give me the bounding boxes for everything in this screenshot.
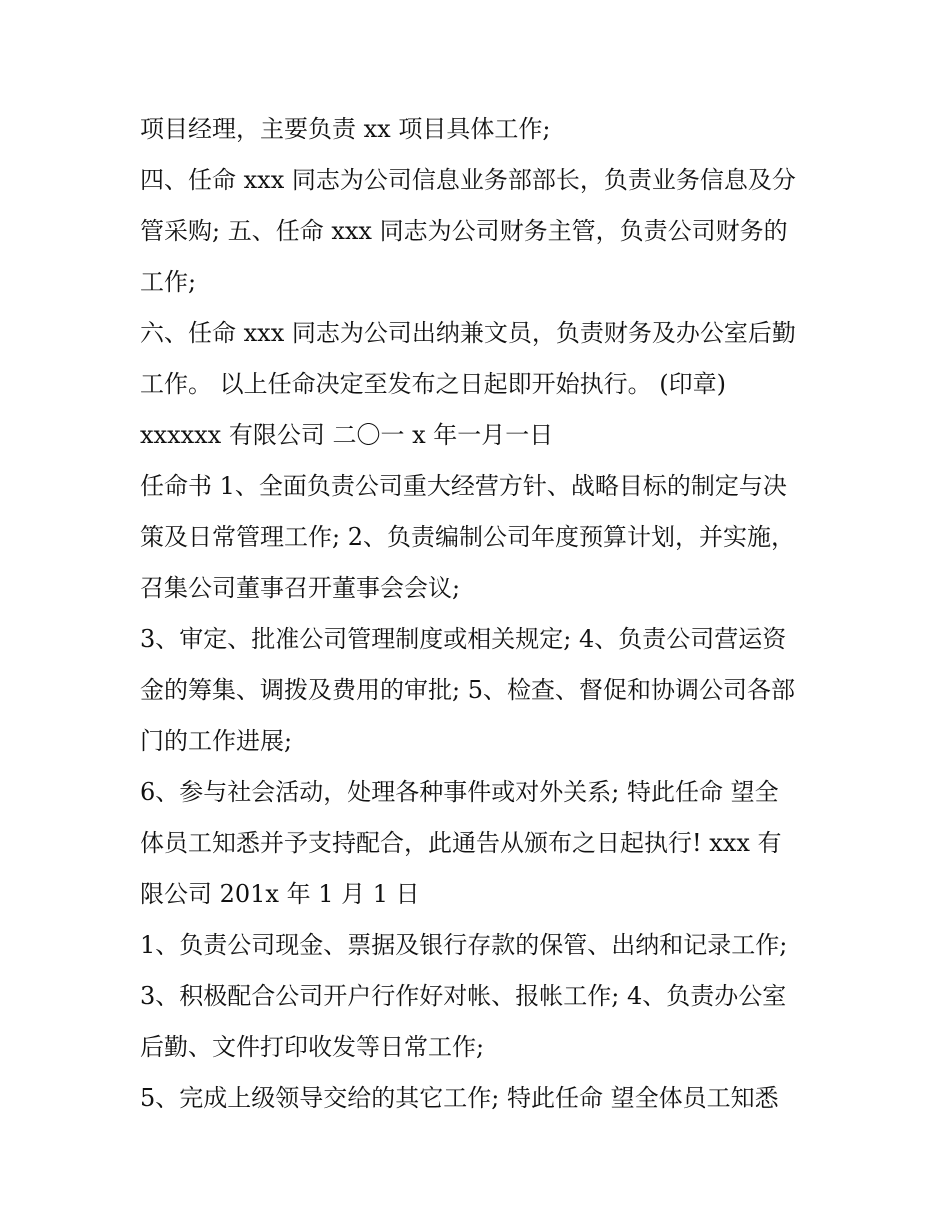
text-line: 后勤、文件打印收发等日常工作; <box>140 1033 485 1061</box>
text-line: 工作。 以上任命决定至发布之日起即开始执行。 (印章) <box>140 370 726 398</box>
text-line: 六、任命 xxx 同志为公司出纳兼文员，负责财务及办公室后勤 <box>140 319 796 347</box>
text-line: 策及日常管理工作; 2、负责编制公司年度预算计划，并实施， <box>140 523 795 551</box>
text-line: 3、积极配合公司开户行作好对帐、报帐工作; 4、负责办公室 <box>140 982 787 1010</box>
text-line: xxxxxx 有限公司 二〇一 x 年一月一日 <box>140 421 554 449</box>
text-line: 体员工知悉并予支持配合，此通告从颁布之日起执行! xxx 有 <box>140 829 782 857</box>
text-line: 限公司 201x 年 1 月 1 日 <box>140 880 420 908</box>
text-line: 召集公司董事召开董事会会议; <box>140 574 461 602</box>
text-line: 5、完成上级领导交给的其它工作; 特此任命 望全体员工知悉 <box>140 1084 779 1112</box>
document-body <box>140 104 830 1124</box>
text-line: 6、参与社会活动，处理各种事件或对外关系; 特此任命 望全 <box>140 778 779 806</box>
text-line: 工作; <box>140 268 197 296</box>
text-line: 1、负责公司现金、票据及银行存款的保管、出纳和记录工作; <box>140 931 788 959</box>
text-line: 四、任命 xxx 同志为公司信息业务部部长，负责业务信息及分 <box>140 166 796 194</box>
text-line: 金的筹集、调拨及费用的审批; 5、检查、督促和协调公司各部 <box>140 676 795 704</box>
text-line: 任命书 1、全面负责公司重大经营方针、战略目标的制定与决 <box>140 472 787 500</box>
text-line: 项目经理，主要负责 xx 项目具体工作; <box>140 115 551 143</box>
text-line: 管采购; 五、任命 xxx 同志为公司财务主管，负责公司财务的 <box>140 217 788 245</box>
text-line: 门的工作进展; <box>140 727 293 755</box>
text-line: 3、审定、批准公司管理制度或相关规定; 4、负责公司营运资 <box>140 625 787 653</box>
